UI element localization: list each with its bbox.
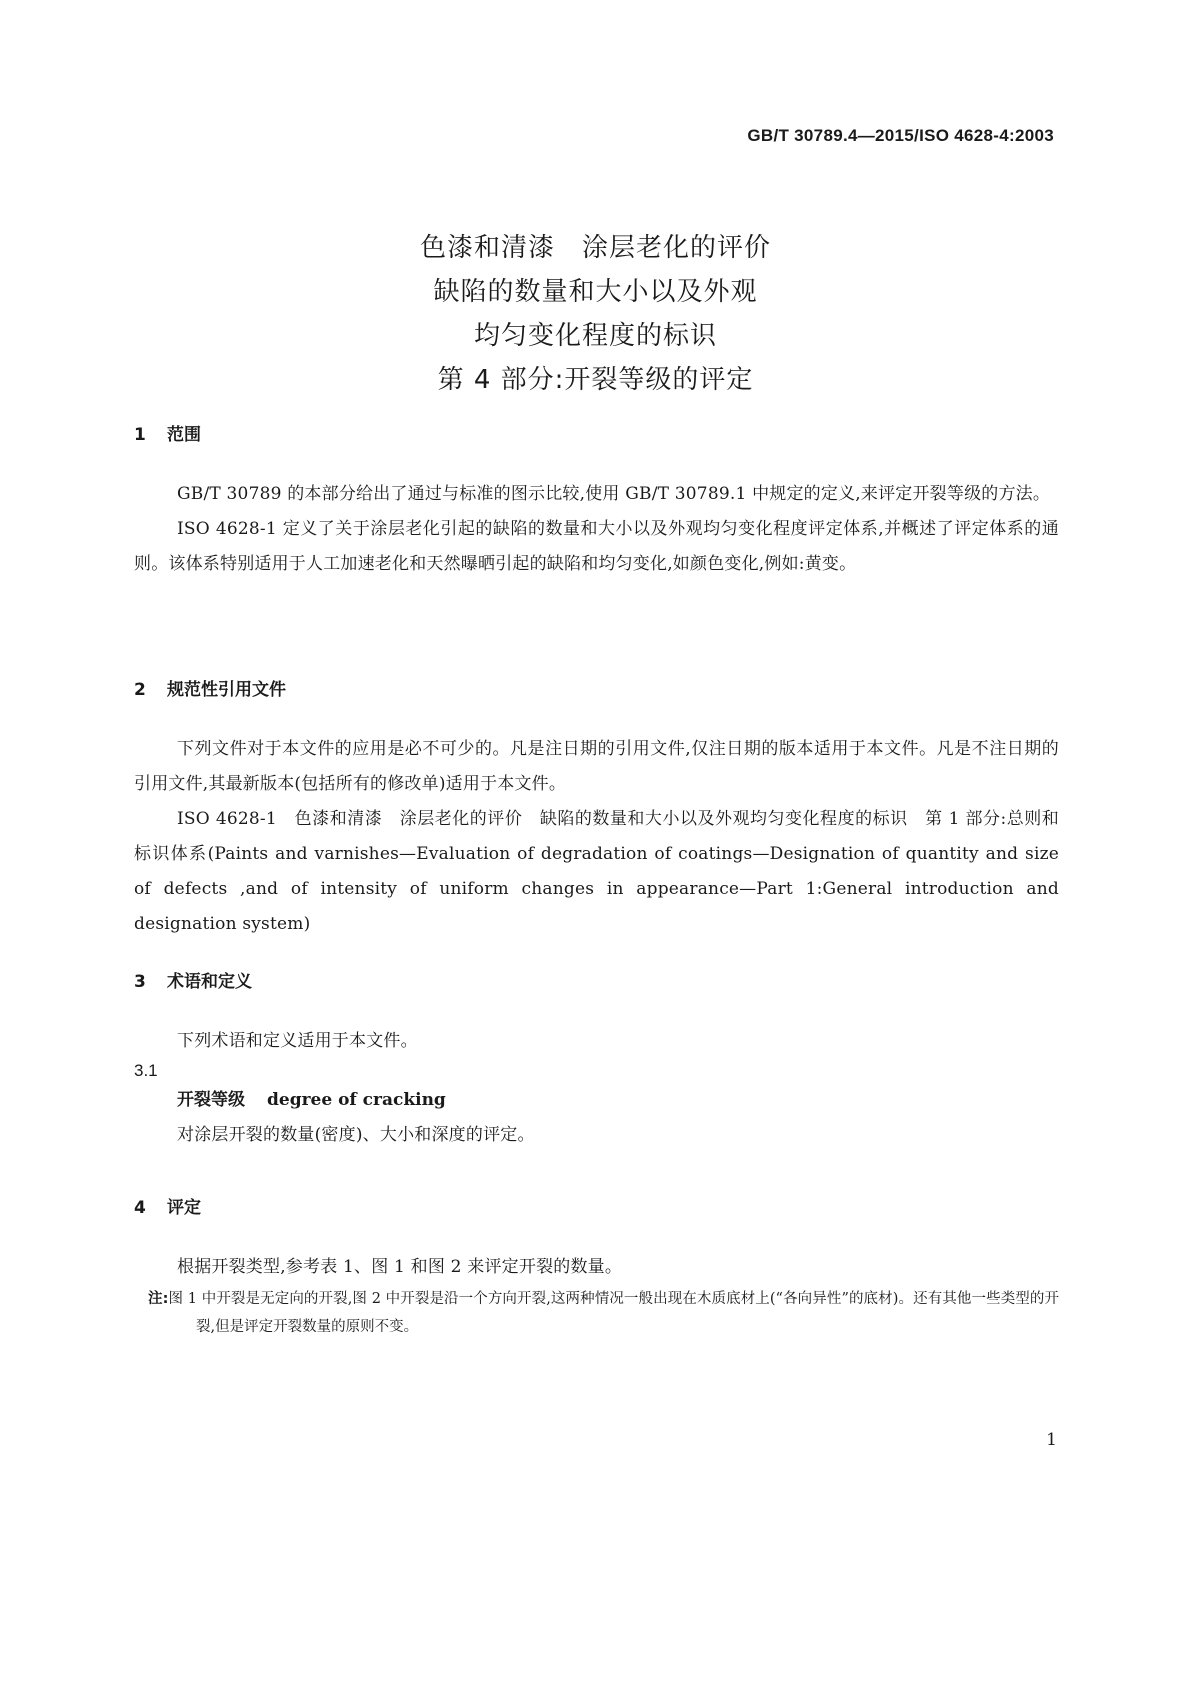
paragraph: 下列术语和定义适用于本文件。 <box>177 1031 418 1051</box>
section-title: 规范性引用文件 <box>167 680 286 700</box>
section-assessment <box>134 1196 1059 1341</box>
title-line: 均匀变化程度的标识 <box>473 321 717 351</box>
note-text: 图 1 中开裂是无定向的开裂,图 2 中开裂是沿一个方向开裂,这两种情况一般出现在木质底材上(“各向异性”的底材)。还有其他一些类型的开裂,但是评定开裂数量的原则不变。 <box>168 1291 1059 1335</box>
section-heading <box>134 678 1059 702</box>
section-number: 2 <box>134 680 146 700</box>
paragraph: ISO 4628-1 定义了关于涂层老化引起的缺陷的数量和大小以及外观均匀变化程度评定体系,并概述了评定体系的通则。该体系特别适用于人工加速老化和天然曝晒引起的缺陷和均匀变化,如颜色变化,例如:黄变。 <box>134 519 1059 574</box>
paragraph: 下列文件对于本文件的应用是必不可少的。凡是注日期的引用文件,仅注日期的版本适用于本文件。凡是不注日期的引用文件,其最新版本(包括所有的修改单)适用于本文件。 <box>134 739 1059 794</box>
section-heading <box>134 970 1059 994</box>
section-title: 范围 <box>167 425 201 445</box>
reference-entry: ISO 4628-1 色漆和清漆 涂层老化的评价 缺陷的数量和大小以及外观均匀变化程度的标识 第 1 部分:总则和标识体系(Paints and varnishes—Evaluation of degradation of coatings—Designation of quantity and size of defects ,and of intensity of uniform changes in appearance—Part 1:General introduction and designation system) <box>134 809 1059 934</box>
page-number: 1 <box>1046 1430 1057 1450</box>
section-normative-references <box>134 678 1059 942</box>
section-number: 3 <box>134 972 146 992</box>
document-title <box>0 226 1191 402</box>
term-number: 3.1 <box>134 1061 158 1080</box>
term-name-en: degree of cracking <box>267 1090 446 1110</box>
section-scope <box>134 423 1059 582</box>
standard-code: GB/T 30789.4—2015/ISO 4628-4:2003 <box>747 126 1054 145</box>
term-name-cn: 开裂等级 <box>177 1090 245 1110</box>
section-heading <box>134 1196 1059 1220</box>
section-title: 评定 <box>167 1198 201 1218</box>
title-line: 第 4 部分:开裂等级的评定 <box>437 365 754 395</box>
paragraph: GB/T 30789 的本部分给出了通过与标准的图示比较,使用 GB/T 30789.1 中规定的定义,来评定开裂等级的方法。 <box>177 484 1051 504</box>
section-title: 术语和定义 <box>167 972 252 992</box>
term-definition: 对涂层开裂的数量(密度)、大小和深度的评定。 <box>177 1125 535 1145</box>
section-terms-definitions <box>134 970 1059 1153</box>
section-number: 1 <box>134 425 146 445</box>
title-line: 缺陷的数量和大小以及外观 <box>433 277 758 307</box>
title-line: 色漆和清漆 涂层老化的评价 <box>419 233 771 263</box>
note <box>134 1285 1059 1341</box>
paragraph: 根据开裂类型,参考表 1、图 1 和图 2 来评定开裂的数量。 <box>177 1257 623 1277</box>
note-label: 注: <box>148 1291 169 1307</box>
term-entry <box>134 1083 1059 1118</box>
section-heading <box>134 423 1059 447</box>
section-number: 4 <box>134 1198 146 1218</box>
